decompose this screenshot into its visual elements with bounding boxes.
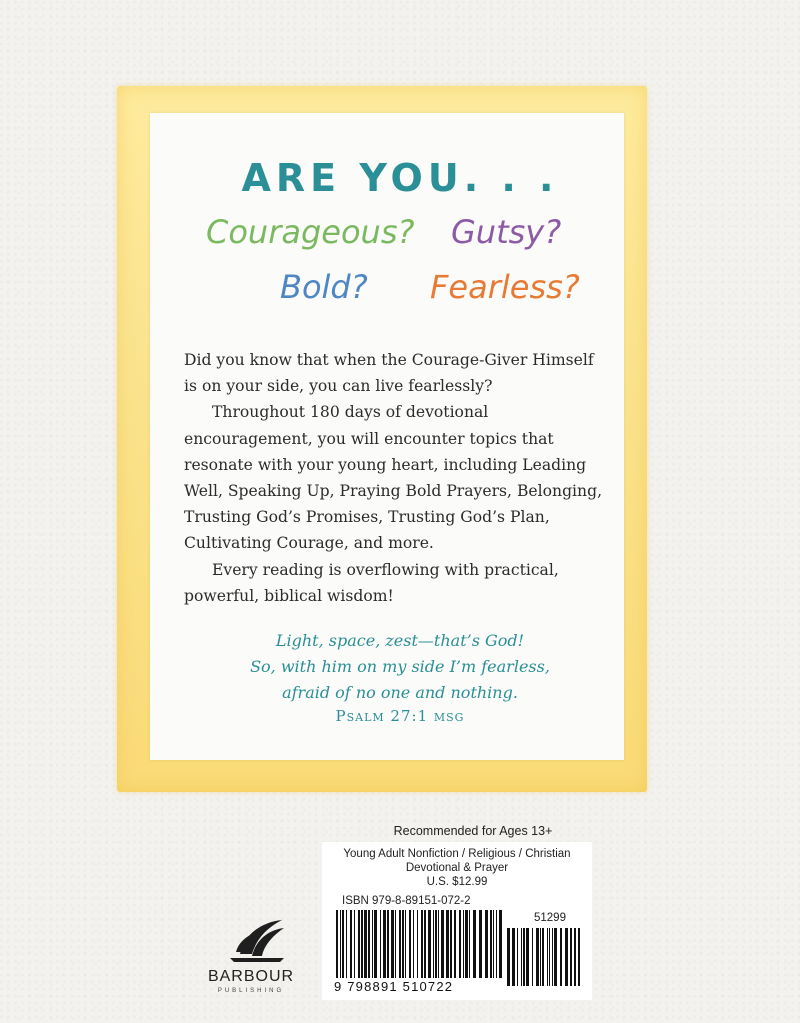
barcode-bar — [526, 928, 529, 986]
description — [184, 347, 604, 609]
barcode-bar — [574, 928, 576, 986]
barcode-bar — [565, 928, 568, 986]
barcode-bar — [361, 910, 363, 978]
barcode-bar — [512, 928, 515, 986]
barcode-bar — [380, 910, 381, 978]
barcode-bar — [560, 928, 562, 986]
price-code: 51299 — [534, 912, 566, 924]
heading: ARE YOU. . . — [241, 156, 559, 200]
scripture-quote — [0, 628, 800, 706]
barcode-bar — [493, 910, 494, 978]
ean-barcode — [336, 910, 504, 978]
barcode-bar — [399, 910, 401, 978]
word-bold: Bold? — [280, 268, 368, 306]
word-fearless: Fearless? — [430, 268, 580, 306]
barcode-bar — [336, 910, 338, 978]
barcode-bar — [517, 928, 518, 986]
barcode-bar — [438, 910, 439, 978]
barcode-bar — [552, 928, 553, 986]
barcode-bar — [459, 910, 461, 978]
verse-line-3: afraid of no one and nothing. — [282, 683, 518, 702]
publisher-tagline: PUBLISHING — [217, 988, 285, 994]
barcode-bar — [409, 910, 411, 978]
verse-reference: Psalm 27:1 msg — [335, 707, 465, 725]
barcode-bar — [454, 910, 456, 978]
barcode-bar — [523, 928, 525, 986]
barcode-bar — [570, 928, 572, 986]
barcode-bar — [473, 910, 476, 978]
barcode-bar — [387, 910, 389, 978]
isbn-text: ISBN 979-8-89151-072-2 — [342, 895, 471, 907]
barcode-bar — [469, 910, 470, 978]
barcode-bar — [342, 910, 344, 978]
barcode-bar — [479, 910, 482, 978]
word-gutsy: Gutsy? — [451, 213, 562, 251]
barcode-bar — [450, 910, 452, 978]
barcode-bar — [532, 928, 533, 986]
barbour-logo-icon — [222, 910, 292, 964]
barcode-bar — [340, 910, 341, 978]
barcode-bar — [433, 910, 434, 978]
barcode-bar — [499, 910, 502, 978]
publisher-name: BARBOUR — [207, 968, 295, 985]
description-paragraph-3: Every reading is overflowing with practical, powerful, biblical wisdom! — [184, 560, 559, 605]
description-paragraph-2: Throughout 180 days of devotional encouragement, you will encounter topics that resonate with your young heart, including Leading Well, Speaking Up, Praying Bold Prayers, Belonging, Trusting God’s Promises, Trusting God’s Plan, Cultivating Courage, and more. — [184, 403, 603, 553]
barcode-bar — [547, 928, 548, 986]
barcode-bar — [540, 928, 541, 986]
barcode-digits: 9 798891 510722 — [334, 979, 454, 994]
category-line-1: Young Adult Nonfiction / Religious / Christian — [343, 848, 571, 860]
barcode-bar — [364, 910, 367, 978]
barcode-bar — [507, 928, 510, 986]
barcode-bar — [446, 910, 449, 978]
barcode-bar — [554, 928, 557, 986]
category-line-2: Devotional & Prayer — [405, 862, 509, 874]
barcode-bar — [358, 910, 360, 978]
barcode-bar — [395, 910, 396, 978]
barcode-bar — [542, 928, 544, 986]
barcode-bar — [413, 910, 414, 978]
barcode-bar — [405, 910, 406, 978]
barcode-bar — [383, 910, 386, 978]
price: U.S. $12.99 — [426, 876, 488, 888]
barcode-bar — [435, 910, 437, 978]
description-paragraph-1: Did you know that when the Courage-Giver Himself is on your side, you can live fearlessly? — [184, 351, 594, 396]
barcode-bar — [441, 910, 444, 978]
barcode-bar — [496, 910, 497, 978]
age-recommendation: Recommended for Ages 13+ — [393, 824, 553, 838]
word-courageous: Courageous? — [206, 213, 415, 251]
category-info — [322, 847, 592, 889]
barcode-bar — [463, 910, 464, 978]
barcode-bar — [424, 910, 426, 978]
barcode-bar — [490, 910, 492, 978]
barcode-bar — [465, 910, 468, 978]
barcode-label — [322, 842, 592, 1000]
verse-line-2: So, with him on my side I’m fearless, — [250, 657, 550, 676]
barcode-bar — [521, 928, 522, 986]
barcode-bar — [549, 928, 550, 986]
barcode-bar — [485, 910, 488, 978]
addon-barcode — [507, 928, 581, 986]
barcode-bar — [428, 910, 431, 978]
barcode-bar — [372, 910, 373, 978]
barcode-bar — [536, 928, 539, 986]
barcode-bar — [578, 928, 580, 986]
verse-line-1: Light, space, zest—that’s God! — [275, 631, 525, 650]
barcode-bar — [402, 910, 404, 978]
barcode-bar — [421, 910, 423, 978]
barcode-bar — [368, 910, 370, 978]
barcode-bar — [374, 910, 377, 978]
barcode-bar — [350, 910, 352, 978]
barcode-bar — [346, 910, 347, 978]
barcode-bar — [354, 910, 355, 978]
barcode-bar — [417, 910, 418, 978]
barcode-bar — [391, 910, 394, 978]
